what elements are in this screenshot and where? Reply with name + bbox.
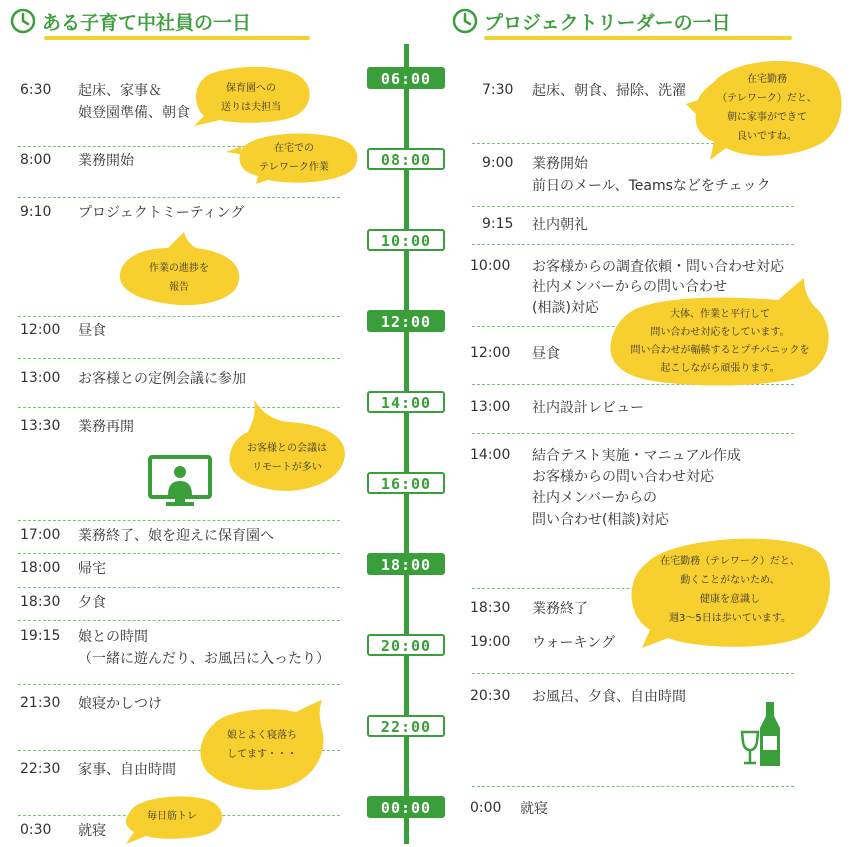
- divider: [472, 244, 794, 245]
- bubble-text: 起こしながら頑張ります。: [660, 363, 780, 374]
- timeline-label: 06:00: [367, 67, 445, 89]
- right-entry-activity: 問い合わせ(相談)対応: [532, 512, 669, 528]
- left-entry-activity: 昼食: [78, 323, 106, 339]
- bubble-text: してます・・・: [227, 749, 297, 760]
- right-entry-activity: 業務開始: [532, 156, 588, 172]
- speech-bubble: [228, 132, 360, 184]
- right-entry-time: 9:15: [482, 216, 514, 232]
- bubble-text: （テレワーク）だと、: [717, 93, 817, 104]
- right-entry-activity: 業務終了: [532, 601, 588, 617]
- divider: [18, 520, 340, 521]
- right-entry-time: 19:00: [470, 634, 511, 650]
- left-entry-time: 6:30: [20, 82, 52, 98]
- left-entry-activity: 夕食: [78, 595, 106, 611]
- right-entry-activity: 社内メンバーからの問い合わせ: [532, 279, 728, 295]
- bubble-text: 送りは夫担当: [221, 102, 281, 113]
- left-entry-activity: 家事、自由時間: [78, 762, 176, 778]
- timeline-label: 08:00: [367, 148, 445, 170]
- speech-bubble: [628, 532, 832, 648]
- clock-icon: [10, 8, 36, 39]
- left-entry-activity: （一緒に遊んだり、お風呂に入ったり）: [78, 651, 330, 667]
- right-entry-time: 13:00: [470, 399, 511, 415]
- right-entry-activity: お客様からの調査依頼・問い合わせ対応: [532, 259, 784, 275]
- bubble-text: リモートが多い: [252, 462, 322, 473]
- left-entry-activity: 娘との時間: [78, 629, 148, 645]
- left-title-block: [10, 8, 251, 39]
- left-entry-time: 18:30: [20, 594, 61, 610]
- timeline-label: 00:00: [367, 796, 445, 818]
- right-entry-time: 9:00: [482, 155, 514, 171]
- left-entry-time: 21:30: [20, 695, 61, 711]
- bubble-text: お客様との会議は: [247, 443, 327, 454]
- left-entry-activity: 起床、家事＆: [78, 83, 162, 99]
- bubble-text: 在宅での: [274, 143, 314, 154]
- divider: [18, 553, 340, 554]
- clock-icon: [452, 8, 478, 39]
- right-entry-activity: 前日のメール、Teamsなどをチェック: [532, 178, 771, 194]
- left-entry-activity: お客様との定例会議に参加: [78, 371, 246, 387]
- left-entry-activity: 就寝: [78, 823, 106, 839]
- left-entry-activity: 娘寝かしつけ: [78, 696, 162, 712]
- bubble-text: 作業の進捗を: [149, 263, 209, 274]
- divider: [472, 433, 794, 434]
- right-entry-activity: 社内朝礼: [532, 217, 588, 233]
- left-entry-time: 17:00: [20, 527, 61, 543]
- right-entry-activity: 結合テスト実施・マニュアル作成: [532, 448, 741, 464]
- right-entry-time: 12:00: [470, 345, 511, 361]
- timeline-label: 20:00: [367, 634, 445, 656]
- speech-bubble: [120, 794, 224, 844]
- speech-bubble: [608, 278, 832, 386]
- left-title-underline: [44, 36, 310, 40]
- wine-bottle-icon: [740, 700, 784, 772]
- timeline-label: 14:00: [367, 391, 445, 413]
- left-entry-time: 13:00: [20, 370, 61, 386]
- left-entry-time: 9:10: [20, 204, 52, 220]
- right-title-block: [452, 8, 731, 39]
- bubble-text: 動くことがないため、: [680, 575, 780, 586]
- right-entry-time: 20:30: [470, 688, 511, 704]
- speech-bubble: [116, 232, 242, 308]
- bubble-text: 週3〜5日は歩いています。: [669, 613, 791, 624]
- left-entry-time: 0:30: [20, 822, 52, 838]
- right-title: プロジェクトリーダーの一日: [484, 12, 731, 34]
- timeline-label: 16:00: [367, 472, 445, 494]
- right-entry-activity: 就寝: [520, 801, 548, 817]
- right-entry-activity: (相談)対応: [532, 300, 599, 316]
- right-entry-activity: 社内設計レビュー: [532, 400, 644, 416]
- right-entry-time: 7:30: [482, 82, 514, 98]
- right-entry-activity: 昼食: [532, 346, 560, 362]
- divider: [18, 197, 340, 198]
- monitor-person-icon: [148, 455, 212, 511]
- bubble-text: 問い合わせが輻輳するとプチパニックを: [630, 345, 810, 356]
- divider: [18, 316, 340, 317]
- left-entry-time: 8:00: [20, 152, 52, 168]
- timeline-label: 18:00: [367, 553, 445, 575]
- right-entry-time: 0:00: [470, 800, 502, 816]
- left-entry-time: 13:30: [20, 418, 61, 434]
- bubble-text: 在宅勤務: [747, 74, 787, 85]
- bubble-text: 娘とよく寝落ち: [227, 730, 297, 741]
- bubble-text: 毎日筋トレ: [147, 810, 197, 822]
- left-entry-activity: 業務再開: [78, 419, 134, 435]
- bubble-text: 問い合わせ対応をしています。: [650, 327, 790, 338]
- left-entry-activity: 娘登園準備、朝食: [78, 105, 190, 121]
- bubble-text: 在宅勤務（テレワーク）だと、: [660, 556, 800, 567]
- bubble-text: 朝に家事ができて: [727, 112, 807, 123]
- timeline-label: 10:00: [367, 229, 445, 251]
- bubble-text: 保育園への: [226, 83, 276, 94]
- left-entry-activity: 業務終了、娘を迎えに保育園へ: [78, 528, 274, 544]
- right-entry-activity: お客様からの問い合わせ対応: [532, 469, 714, 485]
- divider: [472, 786, 794, 787]
- speech-bubble: [196, 700, 328, 792]
- bubble-text: 良いですね。: [737, 131, 797, 142]
- speech-bubble: [226, 398, 348, 494]
- right-entry-time: 18:30: [470, 600, 511, 616]
- left-entry-activity: プロジェクトミーティング: [78, 205, 245, 221]
- right-entry-time: 14:00: [470, 447, 511, 463]
- speech-bubble: [688, 56, 846, 160]
- left-entry-activity: 帰宅: [78, 561, 106, 577]
- timeline-label: 12:00: [367, 310, 445, 332]
- left-entry-activity: 業務開始: [78, 153, 134, 169]
- right-entry-activity: お風呂、夕食、自由時間: [532, 689, 686, 705]
- timeline-label: 22:00: [367, 715, 445, 737]
- right-title-underline: [484, 36, 792, 40]
- right-entry-activity: 社内メンバーからの: [532, 490, 658, 506]
- left-entry-time: 22:30: [20, 761, 61, 777]
- divider: [18, 358, 340, 359]
- divider: [18, 620, 340, 621]
- speech-bubble: [190, 66, 312, 128]
- bubble-text: 健康を意識し: [700, 594, 760, 605]
- right-entry-activity: ウォーキング: [532, 635, 616, 651]
- divider: [472, 673, 794, 674]
- left-title: ある子育て中社員の一日: [42, 12, 252, 34]
- divider: [18, 684, 340, 685]
- divider: [18, 587, 340, 588]
- left-entry-time: 19:15: [20, 628, 61, 644]
- bubble-text: 報告: [169, 282, 189, 293]
- bubble-text: テレワーク作業: [259, 162, 329, 173]
- divider: [472, 206, 794, 207]
- left-entry-time: 12:00: [20, 322, 61, 338]
- right-entry-time: 10:00: [470, 258, 511, 274]
- left-entry-time: 18:00: [20, 560, 61, 576]
- right-entry-activity: 起床、朝食、掃除、洗濯: [532, 83, 686, 99]
- bubble-text: 大体、作業と平行して: [670, 309, 770, 320]
